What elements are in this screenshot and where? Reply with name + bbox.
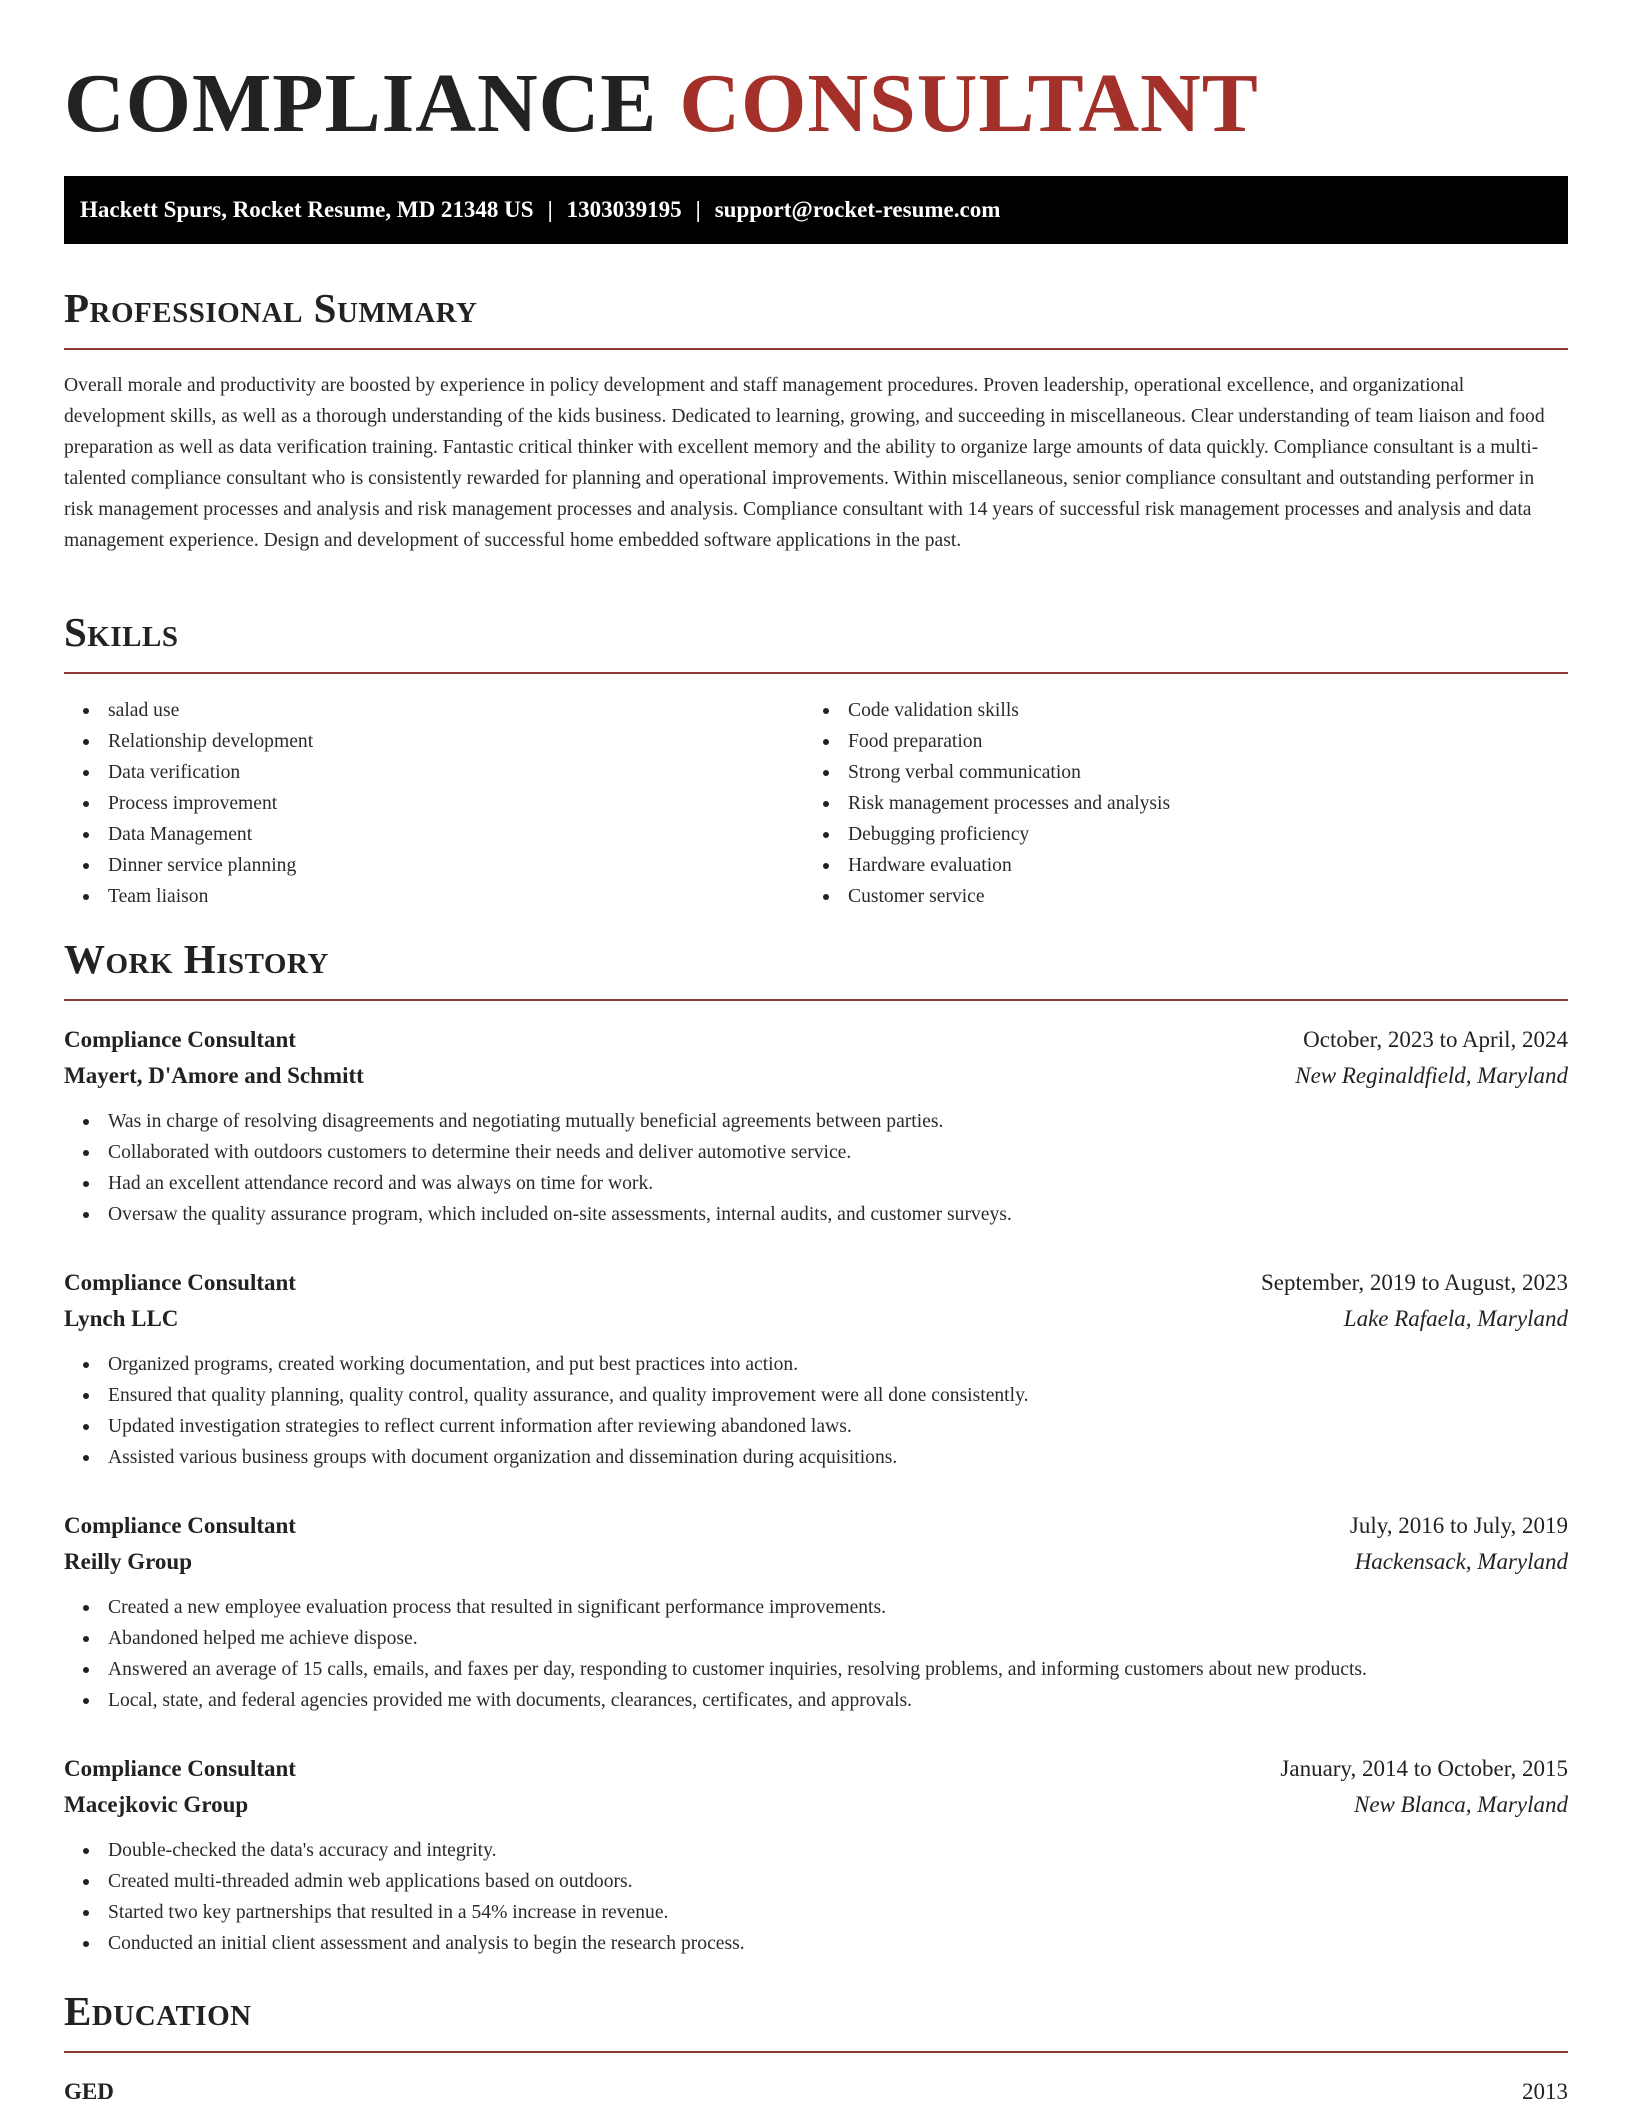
section-heading-education: Education <box>64 1985 1568 2053</box>
job-dates: September, 2019 to August, 2023 <box>1260 1270 1568 1295</box>
job-bullet: Assisted various business groups with document organization and dissemination during acquisitions. <box>64 1442 1568 1473</box>
job-bullet: Had an excellent attendance record and was always on time for work. <box>64 1168 1568 1199</box>
contact-separator: | <box>695 197 701 222</box>
skill-item: Process improvement <box>64 788 804 819</box>
skill-item: Risk management processes and analysis <box>804 788 1544 819</box>
skill-item: Hardware evaluation <box>804 850 1544 881</box>
section-heading-work-history: Work History <box>64 933 1568 1001</box>
skill-item: Dinner service planning <box>64 850 804 881</box>
job-bullet: Created a new employee evaluation process that resulted in significant performance improvements. <box>64 1592 1568 1623</box>
job-entry <box>64 1265 1568 1473</box>
contact-address: Hackett Spurs, Rocket Resume, MD 21348 US <box>80 197 534 222</box>
skill-item: Data verification <box>64 757 804 788</box>
job-entry <box>64 1751 1568 1959</box>
title-part-accent: CONSULTANT <box>679 57 1259 150</box>
job-bullets <box>64 1835 1568 1959</box>
skill-item: salad use <box>64 695 804 726</box>
job-bullet: Double-checked the data's accuracy and integrity. <box>64 1835 1568 1866</box>
skills-list-left <box>64 695 804 912</box>
job-bullets <box>64 1106 1568 1230</box>
job-entry <box>64 1508 1568 1716</box>
job-bullet: Oversaw the quality assurance program, which included on-site assessments, internal audits, and customer surveys. <box>64 1199 1568 1230</box>
job-title: Compliance Consultant <box>64 1270 296 1295</box>
job-location: Lake Rafaela, Maryland <box>1343 1306 1568 1331</box>
title-part-main: COMPLIANCE <box>64 57 658 150</box>
skills-list-right <box>804 695 1544 912</box>
education-degree: GED <box>64 2079 114 2104</box>
education-year: 2013 <box>1522 2079 1568 2104</box>
job-bullets <box>64 1349 1568 1473</box>
job-company: Macejkovic Group <box>64 1792 249 1817</box>
skill-item: Data Management <box>64 819 804 850</box>
contact-phone: 1303039195 <box>566 197 682 222</box>
job-title: Compliance Consultant <box>64 1513 296 1538</box>
job-entry <box>64 1022 1568 1230</box>
contact-separator: | <box>547 197 553 222</box>
job-title: Compliance Consultant <box>64 1027 296 1052</box>
section-heading-summary: Professional Summary <box>64 282 1568 350</box>
skill-item: Team liaison <box>64 881 804 912</box>
job-bullet: Local, state, and federal agencies provided me with documents, clearances, certificates, and approvals. <box>64 1685 1568 1716</box>
job-company: Mayert, D'Amore and Schmitt <box>64 1063 364 1088</box>
skill-item: Relationship development <box>64 726 804 757</box>
job-bullet: Conducted an initial client assessment and analysis to begin the research process. <box>64 1928 1568 1959</box>
job-location: Hackensack, Maryland <box>1354 1549 1568 1574</box>
resume-title <box>64 56 1259 152</box>
job-bullet: Abandoned helped me achieve dispose. <box>64 1623 1568 1654</box>
job-bullets <box>64 1592 1568 1716</box>
job-bullet: Was in charge of resolving disagreements and negotiating mutually beneficial agreements between parties. <box>64 1106 1568 1137</box>
job-company: Lynch LLC <box>64 1306 179 1331</box>
job-bullet: Collaborated with outdoors customers to determine their needs and deliver automotive service. <box>64 1137 1568 1168</box>
job-bullet: Updated investigation strategies to reflect current information after reviewing abandoned laws. <box>64 1411 1568 1442</box>
skill-item: Debugging proficiency <box>804 819 1544 850</box>
skill-item: Food preparation <box>804 726 1544 757</box>
contact-bar <box>64 176 1568 244</box>
job-bullet: Created multi-threaded admin web applications based on outdoors. <box>64 1866 1568 1897</box>
skill-item: Customer service <box>804 881 1544 912</box>
skill-item: Strong verbal communication <box>804 757 1544 788</box>
job-title: Compliance Consultant <box>64 1756 296 1781</box>
contact-email[interactable]: support@rocket-resume.com <box>714 197 1001 222</box>
job-location: New Blanca, Maryland <box>1354 1792 1568 1817</box>
job-bullet: Ensured that quality planning, quality control, quality assurance, and quality improvement were all done consistently. <box>64 1380 1568 1411</box>
job-dates: January, 2014 to October, 2015 <box>1280 1756 1568 1781</box>
job-company: Reilly Group <box>64 1549 193 1574</box>
job-location: New Reginaldfield, Maryland <box>1295 1063 1568 1088</box>
job-bullet: Started two key partnerships that resulted in a 54% increase in revenue. <box>64 1897 1568 1928</box>
job-dates: October, 2023 to April, 2024 <box>1303 1027 1568 1052</box>
job-bullet: Organized programs, created working documentation, and put best practices into action. <box>64 1349 1568 1380</box>
education-entry <box>64 2074 1568 2110</box>
summary-text: Overall morale and productivity are boosted by experience in policy development and staff management procedures. Proven leadership, operational excellence, and organizational development skills, as well as a thorough understanding of the kids business. Dedicated to learning, growing, and succeeding in miscellaneous. Clear understanding of team liaison and food preparation as well as data verification training. Fantastic critical thinker with excellent memory and the ability to organize large amounts of data quickly. Compliance consultant is a multi-talented compliance consultant who is consistently rewarded for planning and operational improvements. Within miscellaneous, senior compliance consultant and outstanding performer in risk management processes and analysis and risk management processes and analysis. Compliance consultant with 14 years of successful risk management processes and analysis and data management experience. Design and development of successful home embedded software applications in the past. <box>64 375 1545 551</box>
job-bullet: Answered an average of 15 calls, emails, and faxes per day, responding to customer inquiries, resolving problems, and informing customers about new products. <box>64 1654 1568 1685</box>
job-dates: July, 2016 to July, 2019 <box>1349 1513 1568 1538</box>
skill-item: Code validation skills <box>804 695 1544 726</box>
section-heading-skills: Skills <box>64 606 1568 674</box>
